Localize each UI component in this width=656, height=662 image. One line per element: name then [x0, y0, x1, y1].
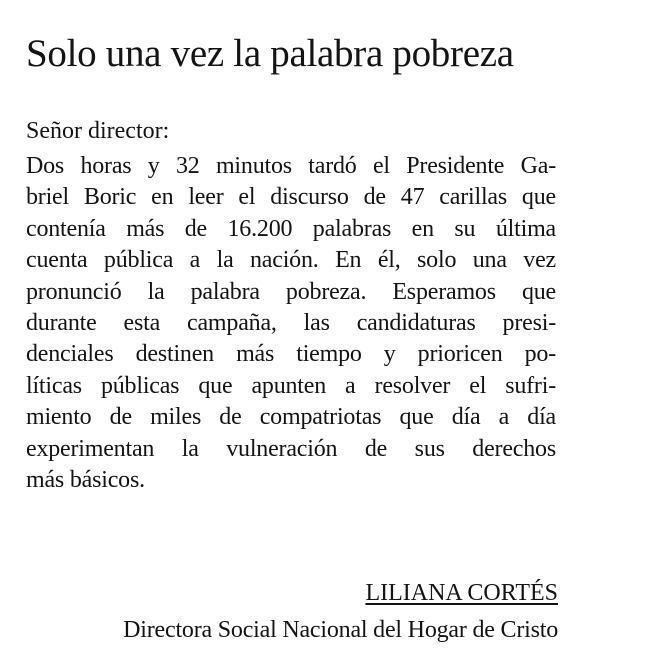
body-line: denciales destinen más tiempo y prioricen po- [26, 341, 556, 368]
body-line: cuenta pública a la nación. En él, solo una vez [26, 247, 556, 274]
body-line: pronunció la palabra pobreza. Esperamos que [26, 278, 556, 305]
body-line: Dos horas y 32 minutos tardó el Presidente Ga- [26, 153, 556, 179]
body-line: miento de miles de compatriotas que día a día [26, 404, 556, 431]
body-line: durante esta campaña, las candidaturas presi- [26, 309, 556, 336]
body-line: briel Boric en leer el discurso de 47 carillas que [26, 184, 556, 211]
body-line: líticas públicas que apunten a resolver el sufri- [26, 372, 556, 399]
letter-body [26, 151, 556, 496]
body-line: más básicos. [26, 466, 145, 493]
letter-salutation: Señor director: [26, 118, 170, 144]
letter-headline: Solo una vez la palabra pobreza [26, 32, 514, 75]
signature-name: LILIANA CORTÉS [365, 580, 558, 606]
signature-title: Directora Social Nacional del Hogar de Cristo [123, 617, 558, 643]
body-line: contenía más de 16.200 palabras en su última [26, 215, 556, 242]
body-line: experimentan la vulneración de sus derechos [26, 435, 556, 462]
